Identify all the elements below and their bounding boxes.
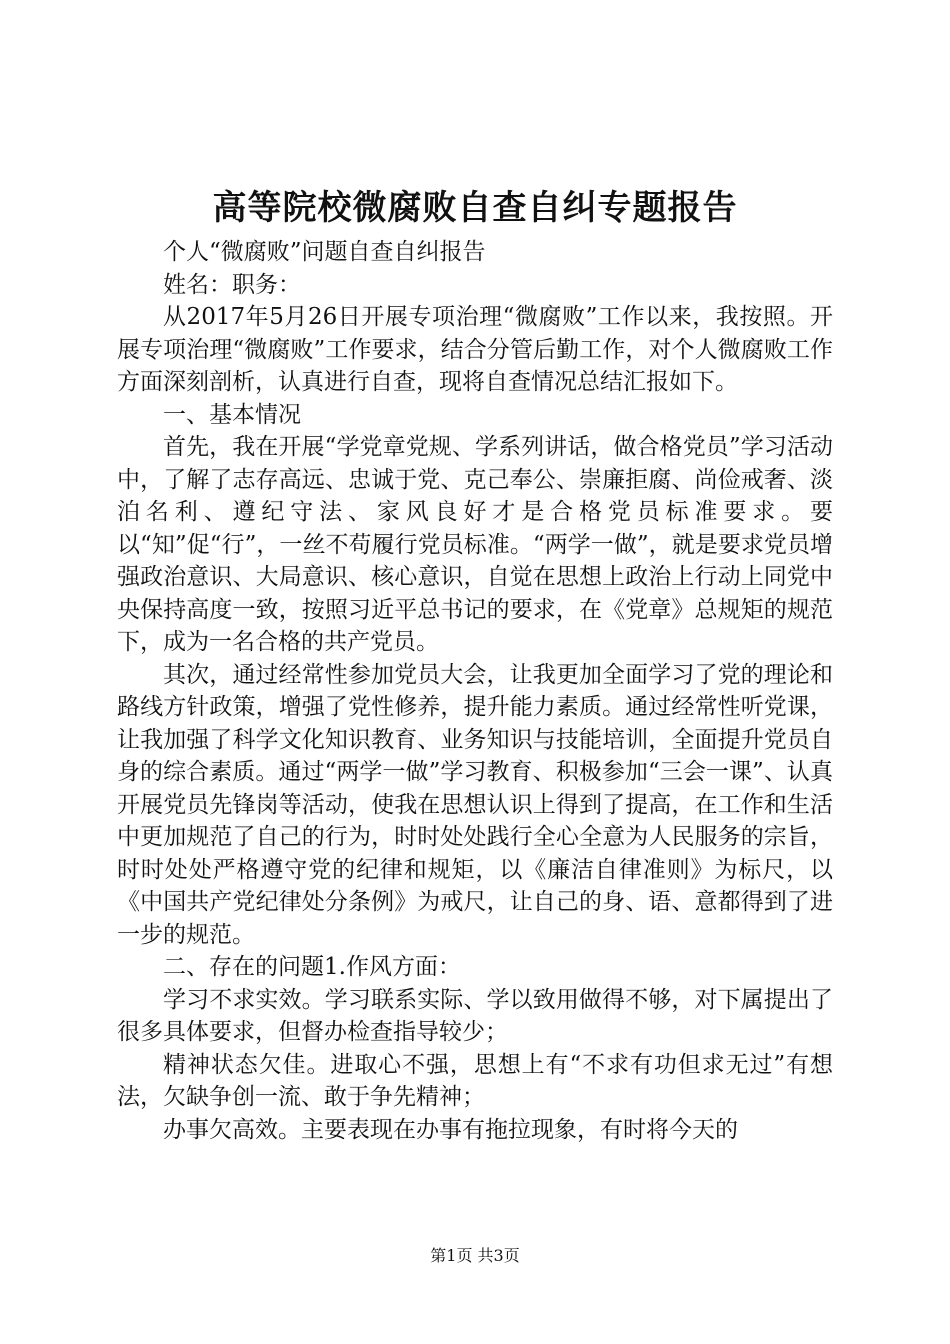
paragraph-first: 首先，我在开展“学党章党规、学系列讲话，做合格党员”学习活动中，了解了志存高远、忠诚于党、克己奉公、崇廉拒腐、尚俭戒奢、淡泊名利、遵纪守法、家风良好才是合格党员标准要求。要以“知”促“行”，一丝不苟履行党员标准。“两学一做”，就是要求党员增强政治意识、大局意识、核心意识，自觉在思想上政治上行动上同党中央保持高度一致，按照习近平总书记的要求，在《党章》总规矩的规范下，成为一名合格的共产党员。 [117, 434, 833, 655]
paragraph-subtitle: 个人“微腐败”问题自查自纠报告 [163, 239, 486, 265]
page-number-footer: 第1页 共3页 [430, 1246, 520, 1265]
paragraph-efficiency: 办事欠高效。主要表现在办事有拖拉现象，有时将今天的 [163, 1116, 738, 1143]
paragraph-second: 其次，通过经常性参加党员大会，让我更加全面学习了党的理论和路线方针政策，增强了党性修养，提升能力素质。通过经常性听党课，让我加强了科学文化知识教育、业务知识与技能培训，全面提升党员自身的综合素质。通过“两学一做”学习教育、积极参加“三会一课”、认真开展党员先锋岗等活动，使我在思想认识上得到了提高，在工作和生活中更加规范了自己的行为，时时处处践行全心全意为人民服务的宗旨，时时处处严格遵守党的纪律和规矩，以《廉洁自律准则》为标尺，以《中国共产党纪律处分条例》为戒尺，让自己的身、语、意都得到了进一步的规范。 [117, 661, 833, 948]
document-title: 高等院校微腐败自查自纠专题报告 [212, 188, 738, 228]
paragraph-study: 学习不求实效。学习联系实际、学以致用做得不够，对下属提出了很多具体要求，但督办检查指导较少； [117, 986, 833, 1045]
paragraph-spirit: 精神状态欠佳。进取心不强，思想上有“不求有功但求无过”有想法，欠缺争创一流、敢于争先精神； [117, 1051, 833, 1110]
document-body [117, 236, 833, 1146]
paragraph-name-position: 姓名：职务： [163, 271, 301, 298]
section-heading-problems: 二、存在的问题1.作风方面： [163, 954, 461, 980]
paragraph-intro: 从2017年5月26日开展专项治理“微腐败”工作以来，我按照。开展专项治理“微腐败”工作要求，结合分管后勤工作，对个人微腐败工作方面深刻剖析，认真进行自查，现将自查情况总结汇报如下。 [117, 304, 833, 395]
section-heading-basic-situation: 一、基本情况 [163, 401, 301, 428]
